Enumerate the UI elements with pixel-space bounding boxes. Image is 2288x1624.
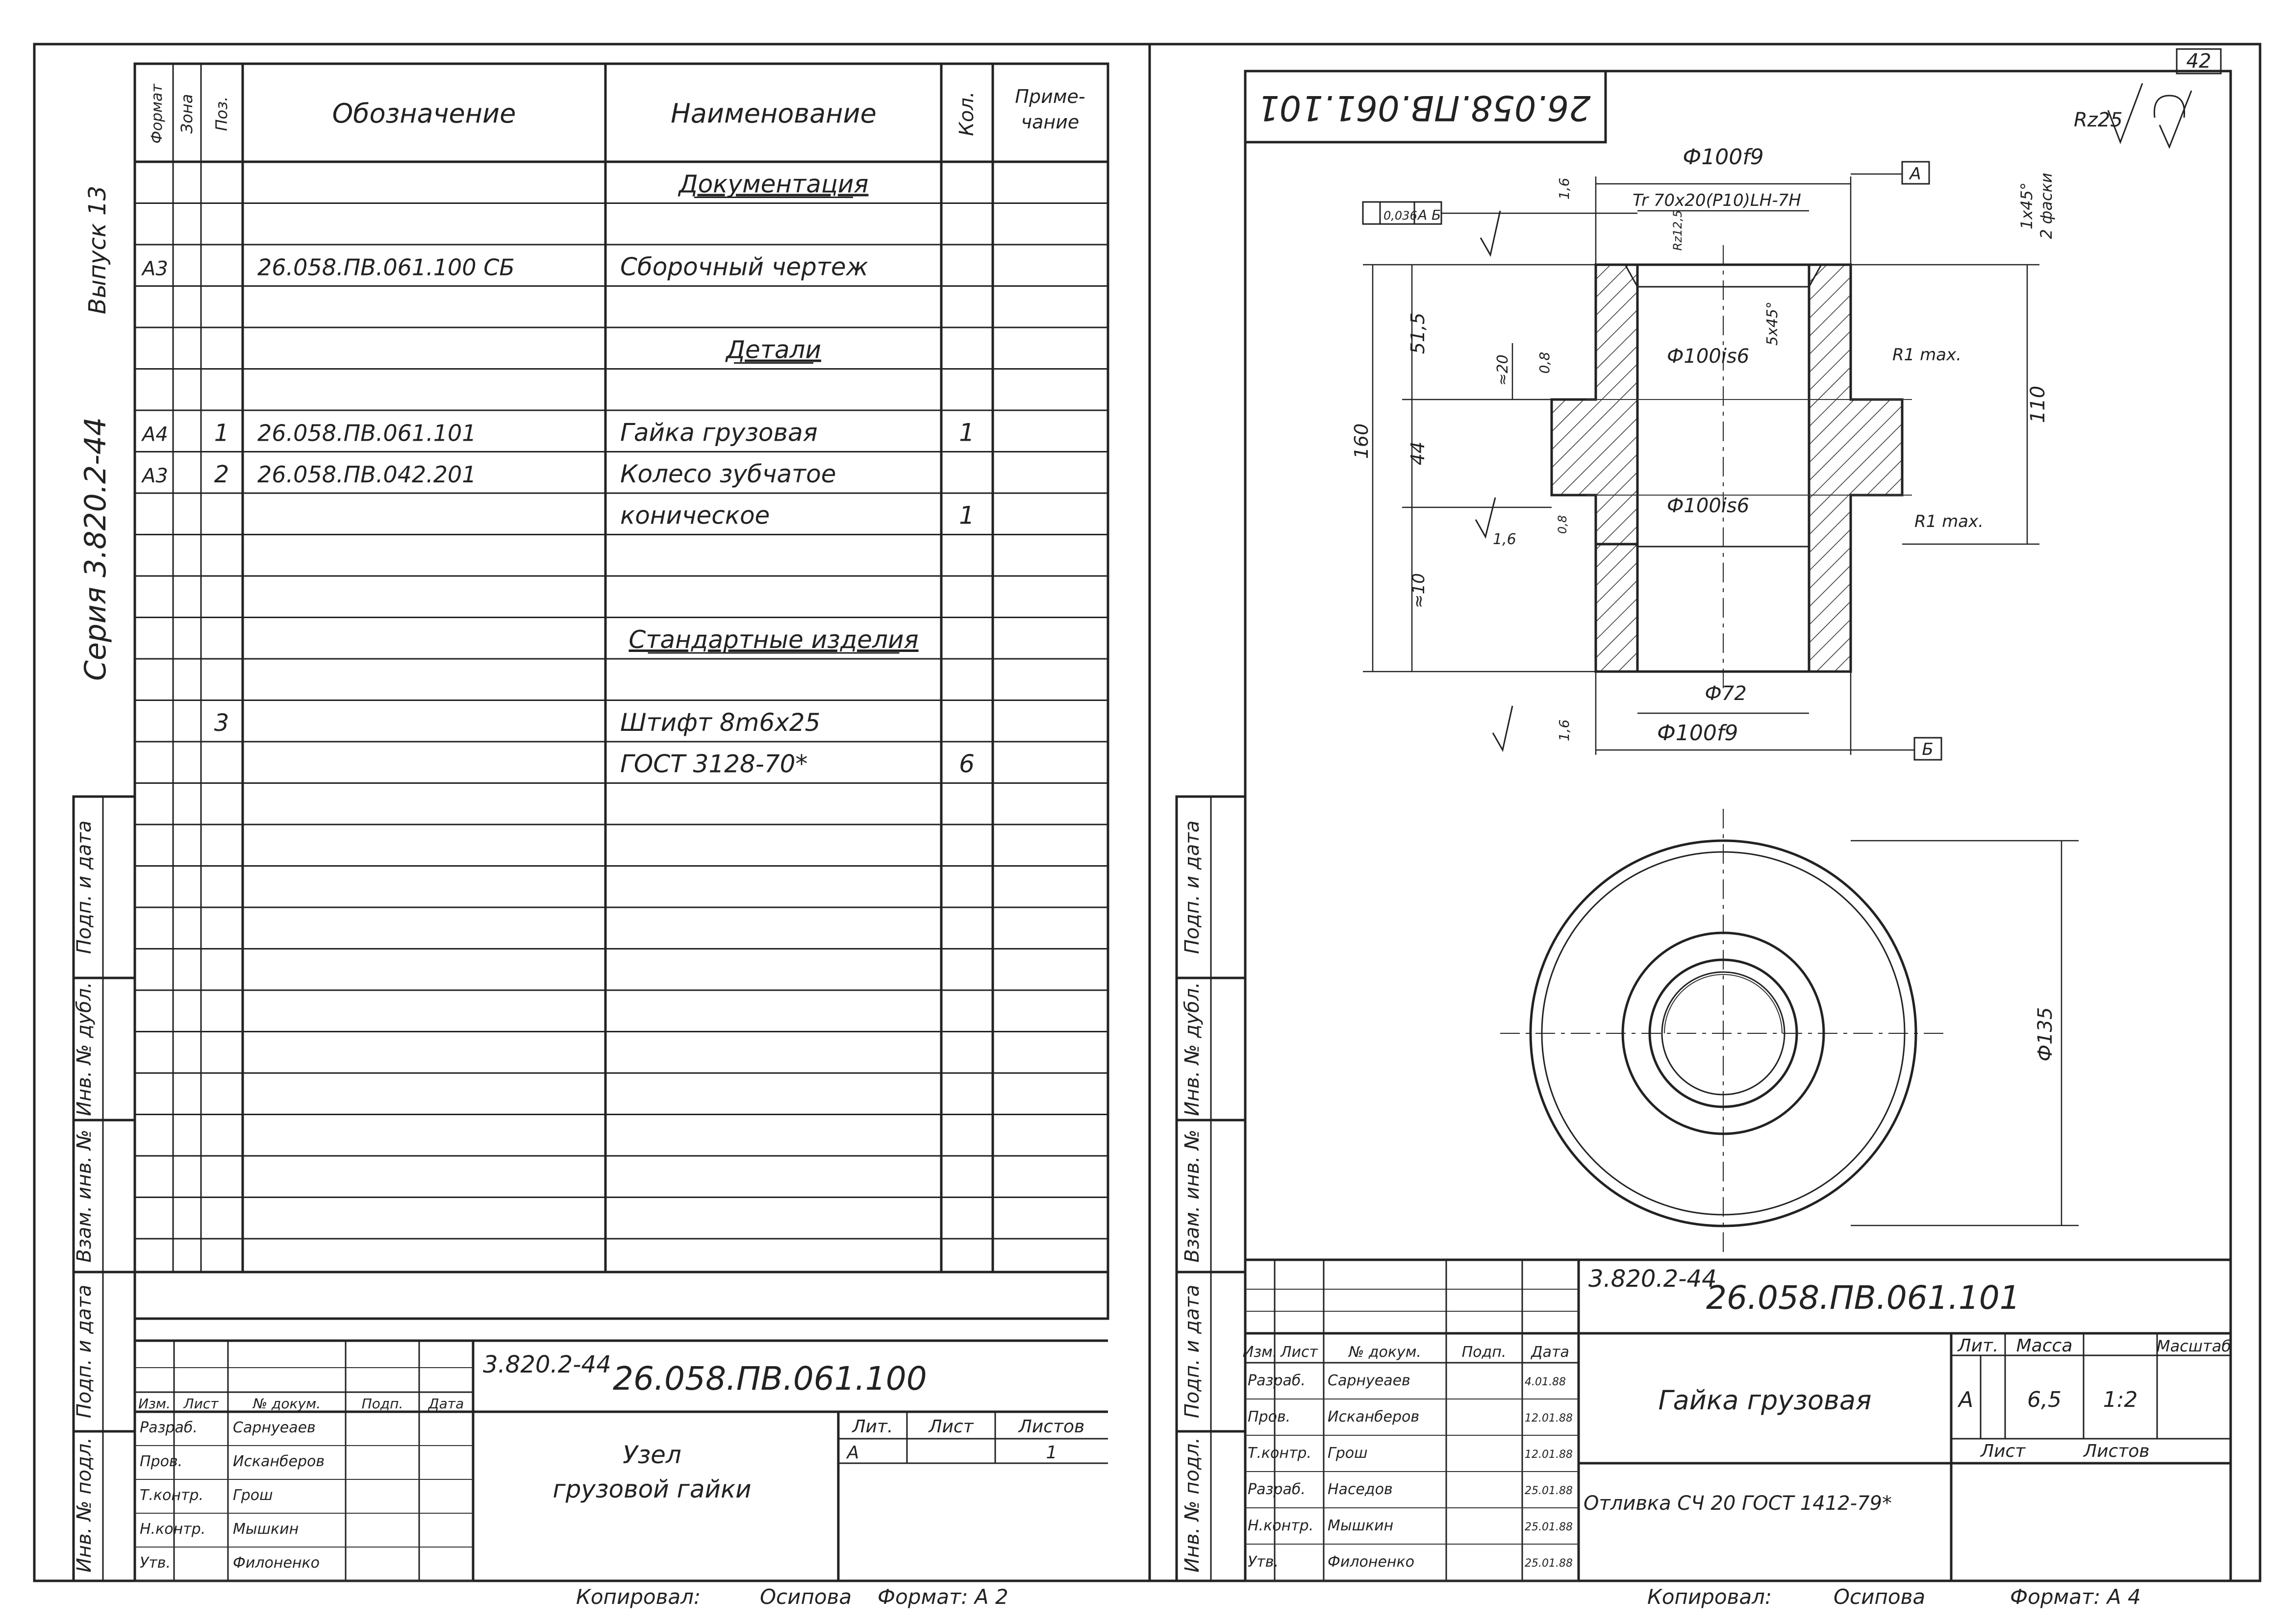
row-designation: 26.058.ПВ.061.100 СБ [257,254,515,281]
dim-r1-bot: R1 max. [1914,512,1984,531]
tolerance-value: 0,036 [1383,209,1417,223]
role-label: Разраб. [1248,1481,1306,1498]
header-pos: Поз. [212,96,231,131]
left-copied-name: Осипова [760,1585,852,1609]
row-name: Колесо зубчатое [620,460,836,488]
dim-r1-top: R1 max. [1892,345,1961,365]
row-designation: 26.058.ПВ.061.101 [257,420,477,447]
spec-table-frame [135,64,1108,1319]
left-title-column-headers [138,1396,464,1412]
right-material: Отливка СЧ 20 ГОСТ 1412-79* [1584,1492,1892,1515]
stamp-label-1: Подп. и дата [73,820,96,954]
right-stamp-label-3: Взам. инв. № [1181,1129,1204,1263]
right-scale-label: Масштаб [2156,1337,2232,1355]
part-plan-view [1500,809,1946,1255]
row-qty: 1 [959,501,975,530]
row-format: А4 [142,423,168,446]
right-series-code: 3.820.2-44 [1588,1265,1717,1293]
role-date: 12.01.88 [1525,1412,1573,1424]
left-title-roles [140,1419,325,1572]
role-person: Мышкин [233,1521,299,1538]
dim-bore-1: Ф100is6 [1667,345,1750,368]
dim-dia-top: Ф100f9 [1683,145,1764,170]
dim-chamfer-inner: 5x45° [1764,301,1781,346]
tolerance-datums: А Б [1418,207,1441,223]
datum-a-label: А [1910,164,1921,184]
role-date: 25.01.88 [1525,1557,1573,1570]
right-sheet-label: Лист [1981,1441,2026,1461]
role-label: Пров. [1248,1408,1291,1425]
role-label: Разраб. [140,1419,198,1436]
role-person: Грош [233,1487,273,1504]
dim-20: ≈20 [1494,354,1511,386]
right-stamp-label-5: Инв. № подл. [1181,1437,1204,1573]
header-format: Формат [149,84,166,144]
role-person: Сарнуеаев [1328,1372,1410,1389]
dim-110: 110 [2027,385,2049,424]
right-margin-stamp-labels [1181,821,1204,1573]
dim-10: ≈10 [1409,573,1429,608]
row-name: ГОСТ 3128-70* [620,750,808,778]
role-person: Филоненко [233,1554,320,1572]
title-col-header: Дата [428,1396,464,1412]
row-designation: 26.058.ПВ.042.201 [257,461,477,488]
rough-16-mid: 1,6 [1493,531,1516,548]
left-doc-number: 26.058.ПВ.061.100 [613,1360,927,1398]
dim-44: 44 [1407,441,1429,466]
row-pos: 1 [214,419,229,447]
left-lit-label: Лит. [852,1417,893,1437]
rough-08-top: 0,8 [1536,351,1553,374]
right-title-column-headers [1243,1344,1569,1361]
role-date: 4.01.88 [1525,1376,1566,1388]
title-col-header: № докум. [252,1396,321,1412]
role-person: Грош [1328,1445,1368,1462]
stamp-label-3: Взам. инв. № [73,1129,96,1263]
row-format: А3 [142,465,168,487]
role-label: Утв. [1248,1553,1279,1571]
header-designation: Обозначение [332,98,516,129]
dim-dia-72: Ф72 [1705,682,1747,705]
row-format: А3 [142,257,168,280]
right-copied-label: Копировал: [1647,1585,1772,1609]
left-series-code: 3.820.2-44 [483,1351,611,1378]
row-pos: 3 [214,709,229,737]
role-date: 25.01.88 [1525,1521,1573,1533]
dim-160: 160 [1351,423,1372,459]
roughness-mark: Rz25 [2074,109,2123,131]
row-qty: 1 [959,418,975,447]
rotated-doc-number: 26.058.ПВ.061.101 [1257,87,1591,128]
role-label: Разраб. [1248,1372,1306,1389]
title-col-header: Дата [1531,1344,1569,1361]
stamp-label-5: Инв. № подл. [73,1437,96,1573]
role-person: Исканберов [233,1453,325,1470]
spec-rows [141,170,975,778]
section-heading: Детали [726,335,822,364]
header-note-1: Приме- [1015,86,1085,107]
row-qty: 6 [959,750,975,778]
right-scale-value: 1:2 [2103,1387,2138,1412]
part-section-view [1552,245,1912,691]
table-row [725,336,821,364]
right-stamp-label-2: Инв. № дубл. [1181,982,1204,1116]
header-zone: Зона [177,94,196,134]
table-row [629,625,918,654]
dim-thread: Tr 70x20(P10)LH-7H [1633,191,1801,210]
row-pos: 2 [214,461,229,488]
left-sheets-value: 1 [1046,1443,1057,1463]
left-sheet-label: Лист [929,1417,974,1437]
dim-bore-2: Ф100is6 [1667,495,1750,517]
role-label: Пров. [140,1453,183,1470]
right-mass-value: 6,5 [2027,1387,2062,1412]
stamp-label-4: Подп. и дата [73,1284,96,1419]
title-col-header: Подп. [1461,1344,1507,1361]
dim-chamfer-2: 2 фаски [2037,173,2056,239]
right-lit-label: Лит. [1958,1336,1999,1356]
role-label: Утв. [140,1554,171,1572]
row-name: коническое [620,501,770,530]
table-row [141,419,975,447]
role-person: Филоненко [1328,1553,1415,1571]
dim-515: 51,5 [1407,312,1429,354]
left-format-label: Формат: А 2 [878,1585,1008,1609]
rough-16-bot: 1,6 [1556,719,1572,742]
table-row [678,170,869,199]
rough-16-top: 1,6 [1556,177,1572,200]
row-name: Гайка грузовая [620,418,818,447]
left-lit-value: А [847,1443,859,1463]
title-col-header: № докум. [1349,1344,1421,1361]
left-product-name-2: грузовой гайки [553,1475,752,1503]
margin-issue: Выпуск 13 [84,185,111,315]
dim-chamfer-1: 1x45° [2017,182,2036,230]
left-sheets-label: Листов [1018,1417,1085,1437]
header-qty: Кол. [955,91,978,136]
left-copied-label: Копировал: [576,1585,701,1609]
margin-stamp-labels [73,821,96,1573]
page-number: 42 [2186,50,2212,73]
table-row [214,708,821,737]
role-person: Сарнуеаев [233,1419,316,1436]
right-part-name: Гайка грузовая [1658,1385,1872,1416]
dim-dia-135: Ф135 [2034,1007,2057,1062]
rough-08-bot: 0,8 [1556,515,1569,534]
right-stamp-label-1: Подп. и дата [1181,820,1204,954]
right-sheet-part-drawing [1150,44,2260,1609]
section-heading: Стандартные изделия [629,625,919,654]
table-row [141,253,868,281]
left-sheet-specification [34,44,1150,1609]
title-col-header: Изм. [138,1396,171,1412]
table-row [620,501,975,530]
role-label: Н.контр. [140,1521,206,1538]
table-row [141,460,836,488]
right-copied-name: Осипова [1834,1585,1926,1609]
roughness-bracket-icon [2154,96,2184,118]
right-doc-number: 26.058.ПВ.061.101 [1706,1279,2020,1317]
datum-b-label: Б [1922,740,1934,759]
right-format-label: Формат: А 4 [2010,1585,2141,1609]
role-label: Т.контр. [1248,1445,1312,1462]
role-label: Н.контр. [1248,1517,1314,1534]
right-stamp-label-4: Подп. и дата [1181,1284,1204,1419]
header-name: Наименование [671,98,877,129]
title-col-header: Лист [1280,1344,1318,1361]
role-person: Исканберов [1328,1408,1420,1425]
role-date: 12.01.88 [1525,1449,1573,1461]
right-sheets-label: Листов [2084,1441,2150,1461]
title-col-header: Подп. [361,1396,403,1412]
dim-dia-bottom: Ф100f9 [1657,721,1738,746]
section-heading: Документация [679,170,869,199]
row-name: Сборочный чертеж [620,252,868,281]
header-note-2: чание [1021,111,1080,133]
role-person: Мышкин [1328,1517,1394,1534]
role-person: Наседов [1328,1481,1393,1498]
right-lit-value: А [1958,1387,1974,1412]
margin-series: Серия 3.820.2-44 [78,417,113,681]
row-name: Штифт 8m6x25 [620,708,821,737]
rough-rz125: Rz12,5 [1671,210,1685,251]
right-mass-label: Масса [2016,1336,2073,1356]
spec-row-lines [135,203,1108,1273]
title-col-header: Изм. [1242,1344,1278,1361]
table-row [620,750,975,778]
stamp-label-2: Инв. № дубл. [73,982,96,1116]
left-product-name-1: Узел [623,1441,681,1469]
role-label: Т.контр. [140,1487,204,1504]
role-date: 25.01.88 [1525,1485,1573,1497]
title-col-header: Лист [183,1396,219,1412]
